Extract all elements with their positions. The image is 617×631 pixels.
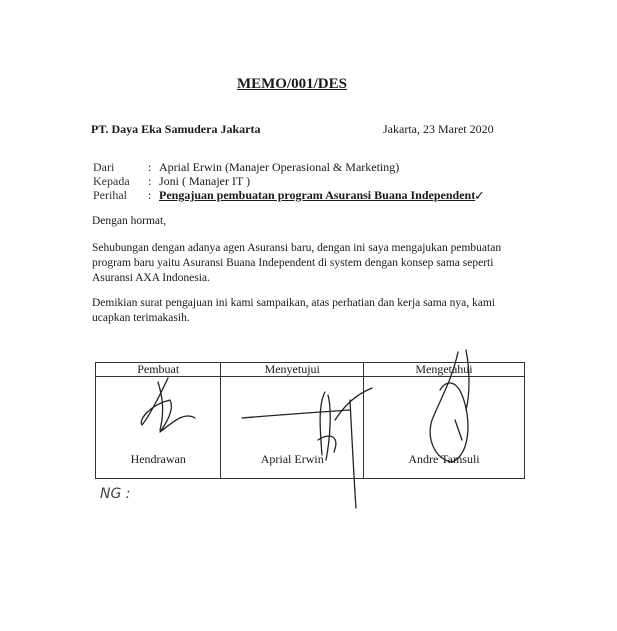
checkmark-icon: ✓ — [474, 188, 485, 203]
handwritten-note: NG : — [100, 486, 131, 502]
field-colon: : — [148, 160, 152, 174]
body-paragraph-1: Sehubungan dengan adanya agen Asuransi baru, dengan ini saya mengajukan pembuatan program baru yaitu Asuransi Buana Independent di system dengan konsep sama seperti Asuransi AXA Indonesia. — [92, 242, 502, 284]
greeting: Dengan hormat, — [92, 215, 167, 227]
signature-header-pembuat: Pembuat — [96, 363, 221, 377]
field-value-kepada: Joni ( Manajer IT ) — [159, 174, 251, 188]
signature-mark-acknowledger — [430, 350, 469, 462]
signature-name-approver: Aprial Erwin — [221, 377, 364, 479]
body-paragraph-2: Demikian surat pengajuan ini kami sampaikan, atas perhatian dan kerja sama nya, kami ucapkan terimakasih. — [92, 297, 495, 324]
signature-name-acknowledger: Andre Tamsuli — [364, 377, 525, 479]
field-label-perihal: Perihal — [93, 188, 127, 202]
company-name: PT. Daya Eka Samudera Jakarta — [91, 122, 261, 136]
place-date: Jakarta, 23 Maret 2020 — [383, 122, 494, 136]
signature-mark-approver — [242, 388, 372, 508]
field-label-dari: Dari — [93, 160, 115, 174]
field-label-kepada: Kepada — [93, 174, 130, 188]
signature-header-menyetujui: Menyetujui — [221, 363, 364, 377]
signature-header-mengetahui: Mengetahui — [364, 363, 525, 377]
field-colon: : — [148, 174, 152, 188]
memo-title: MEMO/001/DES — [236, 76, 347, 92]
signature-mark-maker — [141, 378, 195, 432]
signature-name-maker: Hendrawan — [96, 377, 221, 479]
field-value-dari: Aprial Erwin (Manajer Operasional & Marketing) — [159, 160, 400, 174]
field-colon: : — [148, 188, 152, 202]
field-value-perihal: Pengajuan pembuatan program Asuransi Buana Independent — [159, 188, 476, 202]
